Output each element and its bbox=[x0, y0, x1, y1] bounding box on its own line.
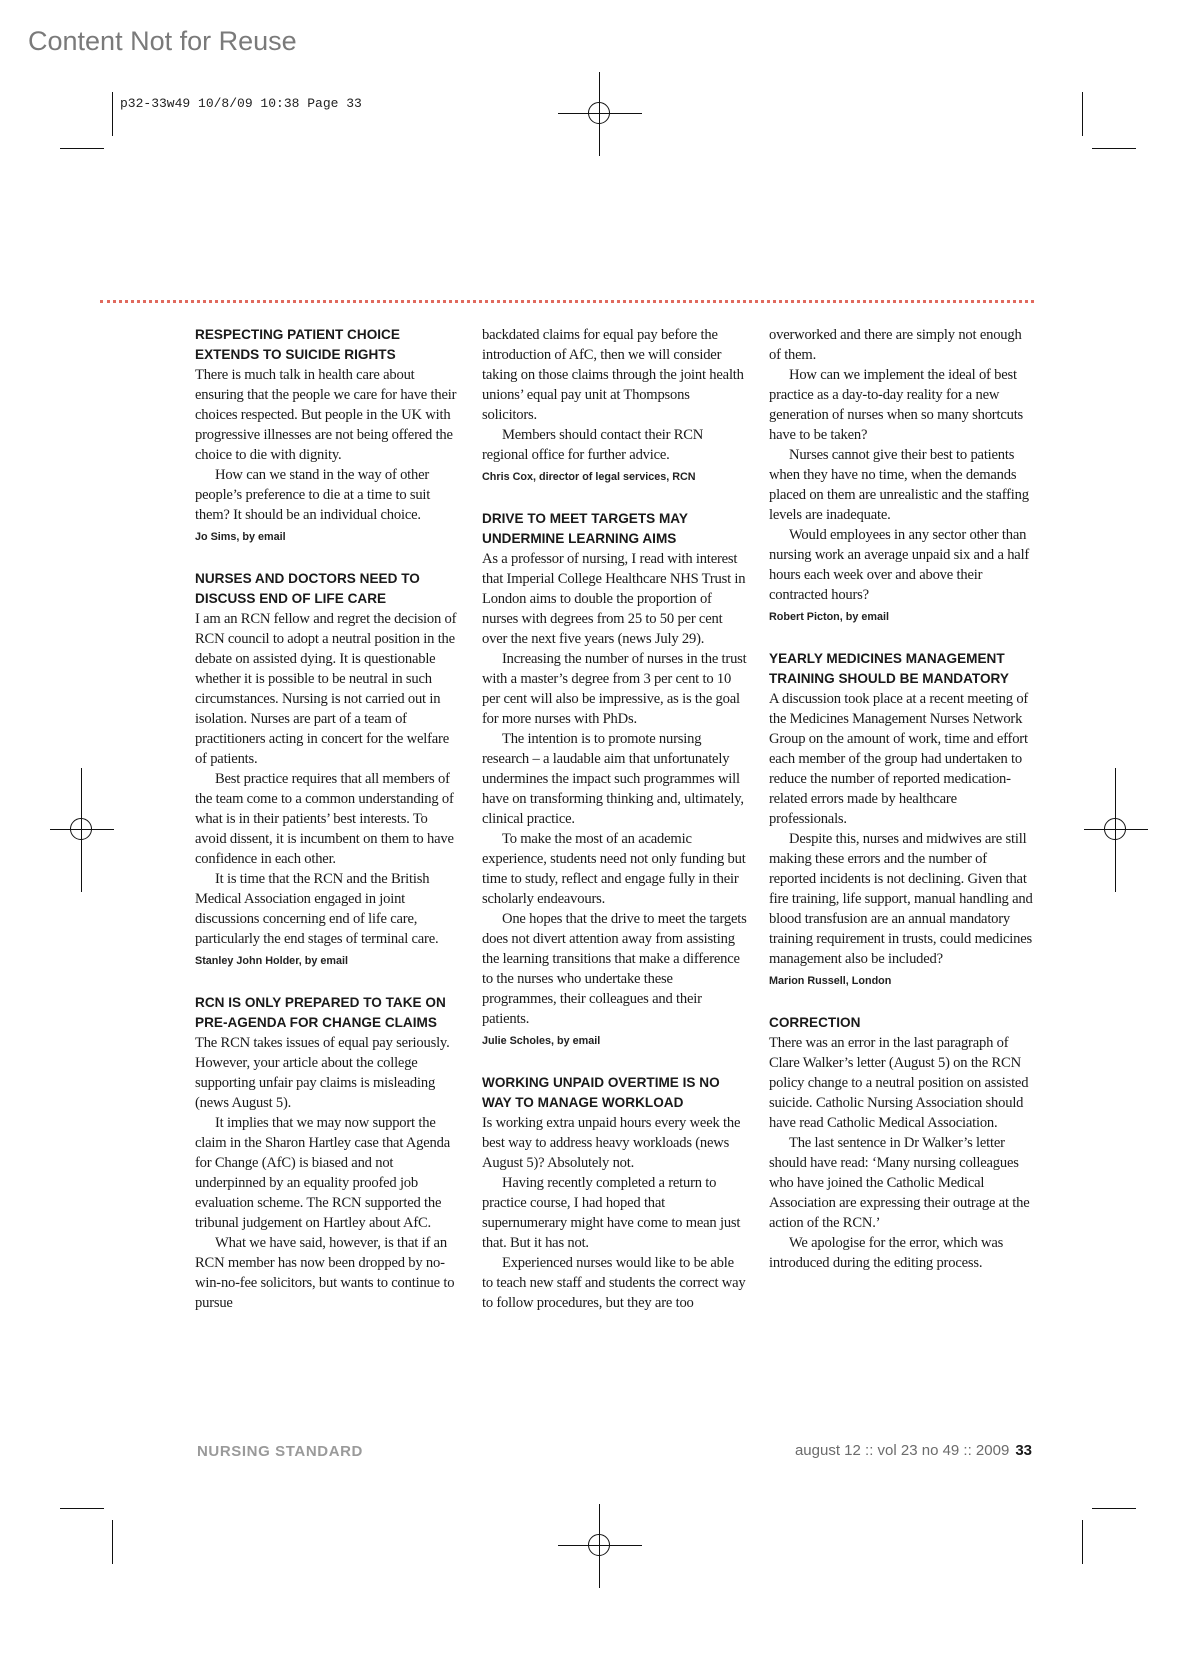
letter-signature: Chris Cox, director of legal services, RCN bbox=[482, 471, 696, 483]
letter bbox=[195, 325, 460, 547]
letter-headline: DRIVE TO MEET TARGETS MAY UNDERMINE LEARNING AIMS bbox=[482, 511, 688, 546]
watermark: Content Not for Reuse bbox=[28, 26, 297, 56]
letter-headline: NURSES AND DOCTORS NEED TO DISCUSS END OF LIFE CARE bbox=[195, 571, 420, 606]
letter-paragraph: Is working extra unpaid hours every week the best way to address heavy workloads (news August 5)? Absolutely not. bbox=[482, 1115, 741, 1171]
issue-date: august 12 :: vol 23 no 49 :: 2009 bbox=[794, 1442, 1010, 1459]
letter-signature: Julie Scholes, by email bbox=[482, 1035, 601, 1047]
crop-mark bbox=[60, 1508, 104, 1509]
print-slug: p32-33w49 10/8/09 10:38 Page 33 bbox=[120, 96, 362, 111]
crop-mark bbox=[112, 1520, 113, 1564]
letter-paragraph: Experienced nurses would like to be able to teach new staff and students the correct way to follow procedures, but they are too bbox=[482, 1255, 746, 1311]
letter-headline: WORKING UNPAID OVERTIME IS NO WAY TO MANAGE WORKLOAD bbox=[482, 1075, 720, 1110]
letter-paragraph: To make the most of an academic experience, students need not only funding but time to study, reflect and engage fully in their scholarly endeavours. bbox=[482, 831, 746, 907]
letter bbox=[769, 649, 1034, 991]
crop-mark bbox=[1082, 1520, 1083, 1564]
letter-signature: Stanley John Holder, by email bbox=[195, 955, 349, 967]
letter-paragraph: The last sentence in Dr Walker’s letter should have read: ‘Many nursing colleagues who have joined the Catholic Medical Association are expressing their outrage at the action of the RCN.’ bbox=[769, 1135, 1030, 1231]
registration-mark-icon bbox=[578, 1524, 622, 1568]
letter bbox=[482, 1073, 747, 1313]
letter-signature: Jo Sims, by email bbox=[195, 531, 286, 543]
letter-headline: CORRECTION bbox=[769, 1015, 861, 1030]
crop-mark bbox=[112, 92, 113, 136]
letter-paragraph: Would employees in any sector other than nursing work an average unpaid six and a half hours each week over and above their contracted hours? bbox=[769, 527, 1030, 603]
letter-paragraph: overworked and there are simply not enough of them. bbox=[769, 327, 1022, 363]
letter-paragraph: How can we stand in the way of other people’s preference to die at a time to suit them? It should be an individual choice. bbox=[195, 467, 431, 523]
letter-headline: YEARLY MEDICINES MANAGEMENT TRAINING SHOULD BE MANDATORY bbox=[769, 651, 1009, 686]
letter bbox=[482, 325, 747, 487]
letter-paragraph: Despite this, nurses and midwives are still making these errors and the number of reported incidents is not declining. Given that fire training, life support, manual handling and blood transfusion are an annual mandatory training requirement in trusts, could medicines management also be included? bbox=[769, 831, 1033, 967]
crop-mark bbox=[1092, 148, 1136, 149]
crop-mark bbox=[1082, 92, 1083, 136]
letter bbox=[195, 993, 460, 1313]
letter-signature: Marion Russell, London bbox=[769, 975, 892, 987]
letter-paragraph: We apologise for the error, which was introduced during the editing process. bbox=[769, 1235, 1004, 1271]
letter-headline: RESPECTING PATIENT CHOICE EXTENDS TO SUICIDE RIGHTS bbox=[195, 327, 400, 362]
letter-paragraph: Members should contact their RCN regional office for further advice. bbox=[482, 427, 704, 463]
letter-paragraph: As a professor of nursing, I read with interest that Imperial College Healthcare NHS Trust in London aims to double the proportion of nurses with degrees from 25 to 50 per cent over the next five years (news July 29). bbox=[482, 551, 746, 647]
letter-signature: Robert Picton, by email bbox=[769, 611, 889, 623]
letter-paragraph: I am an RCN fellow and regret the decision of RCN council to adopt a neutral position in the debate on assisted dying. It is questionable whether it is possible to be neutral in such circumstances. Nursing is not carried out in isolation. Nurses are part of a team of practitioners acting in concert for the welfare of patients. bbox=[195, 611, 457, 767]
registration-mark-icon bbox=[60, 808, 104, 852]
letter bbox=[769, 325, 1034, 627]
letter-paragraph: It is time that the RCN and the British Medical Association engaged in joint discussions concerning end of life care, particularly the end stages of terminal care. bbox=[195, 871, 439, 947]
column bbox=[769, 325, 1034, 1445]
letter-paragraph: A discussion took place at a recent meeting of the Medicines Management Nurses Network Group on the amount of work, time and effort each member of the group had undertaken to reduce the number of reported medication-related errors made by healthcare professionals. bbox=[769, 691, 1029, 827]
letter-paragraph: Increasing the number of nurses in the trust with a master’s degree from 3 per cent to 10 per cent will also be impressive, as is the goal for more nurses with PhDs. bbox=[482, 651, 747, 727]
letter-paragraph: Nurses cannot give their best to patients when they have no time, when the demands placed on them are unrealistic and the staffing levels are inadequate. bbox=[769, 447, 1029, 523]
letter-paragraph: The intention is to promote nursing research – a laudable aim that unfortunately undermines the impact such programmes will have on transforming thinking and, ultimately, clinical practice. bbox=[482, 731, 744, 827]
crop-mark bbox=[1092, 1508, 1136, 1509]
letter-paragraph: There was an error in the last paragraph of Clare Walker’s letter (August 5) on the RCN policy change to a neutral position on assisted suicide. Catholic Nursing Association should have read Catholic Medical Association. bbox=[769, 1035, 1029, 1131]
letter-paragraph: The RCN takes issues of equal pay seriously. However, your article about the college supporting unfair pay claims is misleading (news August 5). bbox=[195, 1035, 450, 1111]
registration-mark-icon bbox=[1094, 808, 1138, 852]
column bbox=[195, 325, 460, 1445]
letter bbox=[482, 509, 747, 1051]
crop-mark bbox=[60, 148, 104, 149]
letter-paragraph: What we have said, however, is that if an RCN member has now been dropped by no-win-no-fee solicitors, but wants to continue to pursue bbox=[195, 1235, 455, 1311]
letter-paragraph: Having recently completed a return to practice course, I had hoped that supernumerary might have come to mean just that. But it has not. bbox=[482, 1175, 741, 1251]
letter-paragraph: There is much talk in health care about ensuring that the people we care for have their choices respected. But people in the UK with progressive illnesses are not being offered the choice to die with dignity. bbox=[195, 367, 457, 463]
publication-name: NURSING STANDARD bbox=[197, 1443, 363, 1460]
letter-paragraph: backdated claims for equal pay before the introduction of AfC, then we will consider taking on those claims through the joint health unions’ equal pay unit at Thompsons solicitors. bbox=[482, 327, 744, 423]
letter-paragraph: How can we implement the ideal of best practice as a day-to-day reality for a new generation of nurses when so many shortcuts have to be taken? bbox=[769, 367, 1024, 443]
page-number: 33 bbox=[1015, 1442, 1032, 1459]
letter bbox=[769, 1013, 1034, 1273]
letters-columns bbox=[195, 325, 1033, 1445]
column bbox=[482, 325, 747, 1445]
letter-paragraph: One hopes that the drive to meet the targets does not divert attention away from assisting the learning transitions that make a difference to the nurses who undertake these programmes, their colleagues and their patients. bbox=[482, 911, 747, 1027]
registration-mark-icon bbox=[578, 92, 622, 136]
issue-info bbox=[795, 1442, 1032, 1459]
letter bbox=[195, 569, 460, 971]
letter-paragraph: It implies that we may now support the claim in the Sharon Hartley case that Agenda for Change (AfC) is biased and not underpinned by an equality proofed job evaluation scheme. The RCN supported the tribunal judgement on Hartley about AfC. bbox=[195, 1115, 451, 1231]
section-divider bbox=[100, 300, 1034, 303]
letter-headline: RCN IS ONLY PREPARED TO TAKE ON PRE-AGENDA FOR CHANGE CLAIMS bbox=[195, 995, 446, 1030]
letter-paragraph: Best practice requires that all members of the team come to a common understanding of what is in their patients’ best interests. To avoid dissent, it is incumbent on them to have confidence in each other. bbox=[195, 771, 454, 867]
